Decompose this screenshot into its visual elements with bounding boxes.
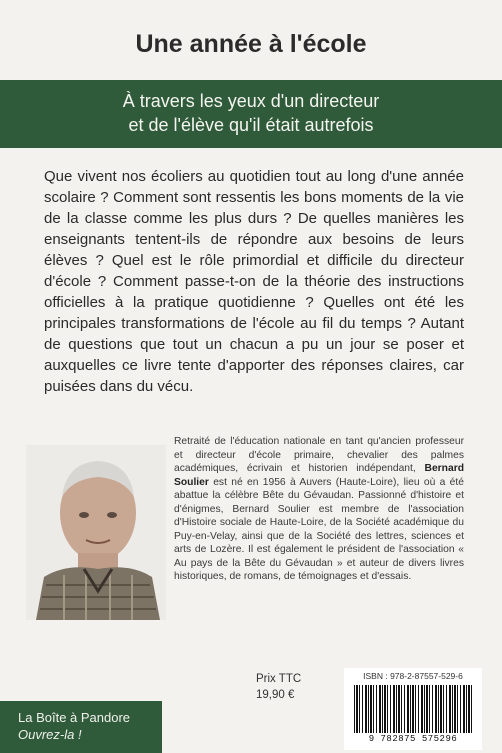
author-photo bbox=[26, 445, 166, 620]
intro-paragraph: Que vivent nos écoliers au quotidien tout au long d'une année scolaire ? Comment sont ressentis les bons moments de la vie de la classe comme les plus durs ? De quelles manières les enseignants tentent-ils de répondre aux besoins de leurs élèves ? Quel est le rôle primordial et difficile du directeur d'école ? Comment passe-t-on de la théorie des instructions officielles à la pratique quotidienne ? Quelles ont été les principales transformations de l'école au fil du temps ? Autant de questions que tout un chacun a pu un jour se poser et auxquelles ce livre tente d'apporter des réponses claires, car puisées dans du vécu. bbox=[44, 168, 464, 395]
book-title: Une année à l'école bbox=[135, 30, 367, 58]
barcode-icon bbox=[354, 685, 472, 733]
intro-text bbox=[44, 166, 464, 397]
author-name: Bernard Soulier bbox=[174, 463, 464, 488]
price-value: 19,90 € bbox=[256, 689, 295, 701]
price-label: Prix TTC bbox=[256, 673, 302, 685]
price-block bbox=[256, 671, 301, 703]
publisher-block bbox=[0, 701, 162, 753]
barcode-digits: 9 782875 575296 bbox=[368, 734, 458, 744]
publisher-tagline: Ouvrez-la ! bbox=[18, 727, 82, 742]
publisher-name: La Boîte à Pandore bbox=[18, 710, 131, 725]
barcode-box bbox=[344, 668, 482, 750]
subtitle-line-2: et de l'élève qu'il était autrefois bbox=[128, 115, 374, 135]
isbn-label: ISBN : 978-2-87557-529-6 bbox=[363, 671, 463, 681]
author-bio bbox=[174, 435, 464, 584]
bio-text-end: est né en 1956 à Auvers (Haute-Loire), lieu où a été abattue la célèbre Bête du Gévaudan. Passionné d'histoire et d'énigmes, Bernard Soulier est membre de l'association d'Histoire sociale de Haute-Loire, de la Société académique du Puy-en-Velay, ainsi que de la Société des lettres, sciences et arts de Lozère. Il est également le président de l'association « Au pays de la Bête du Gévaudan » et auteur de divers livres historiques, de romans, de témoignages et d'essais. bbox=[174, 476, 464, 582]
subtitle-band bbox=[0, 80, 502, 148]
bio-text-start: Retraité de l'éducation nationale en tant qu'ancien professeur et directeur d'école primaire, chevalier des palmes académiques, écrivain et historien indépendant, bbox=[174, 436, 464, 474]
subtitle-line-1: À travers les yeux d'un directeur bbox=[122, 91, 380, 111]
